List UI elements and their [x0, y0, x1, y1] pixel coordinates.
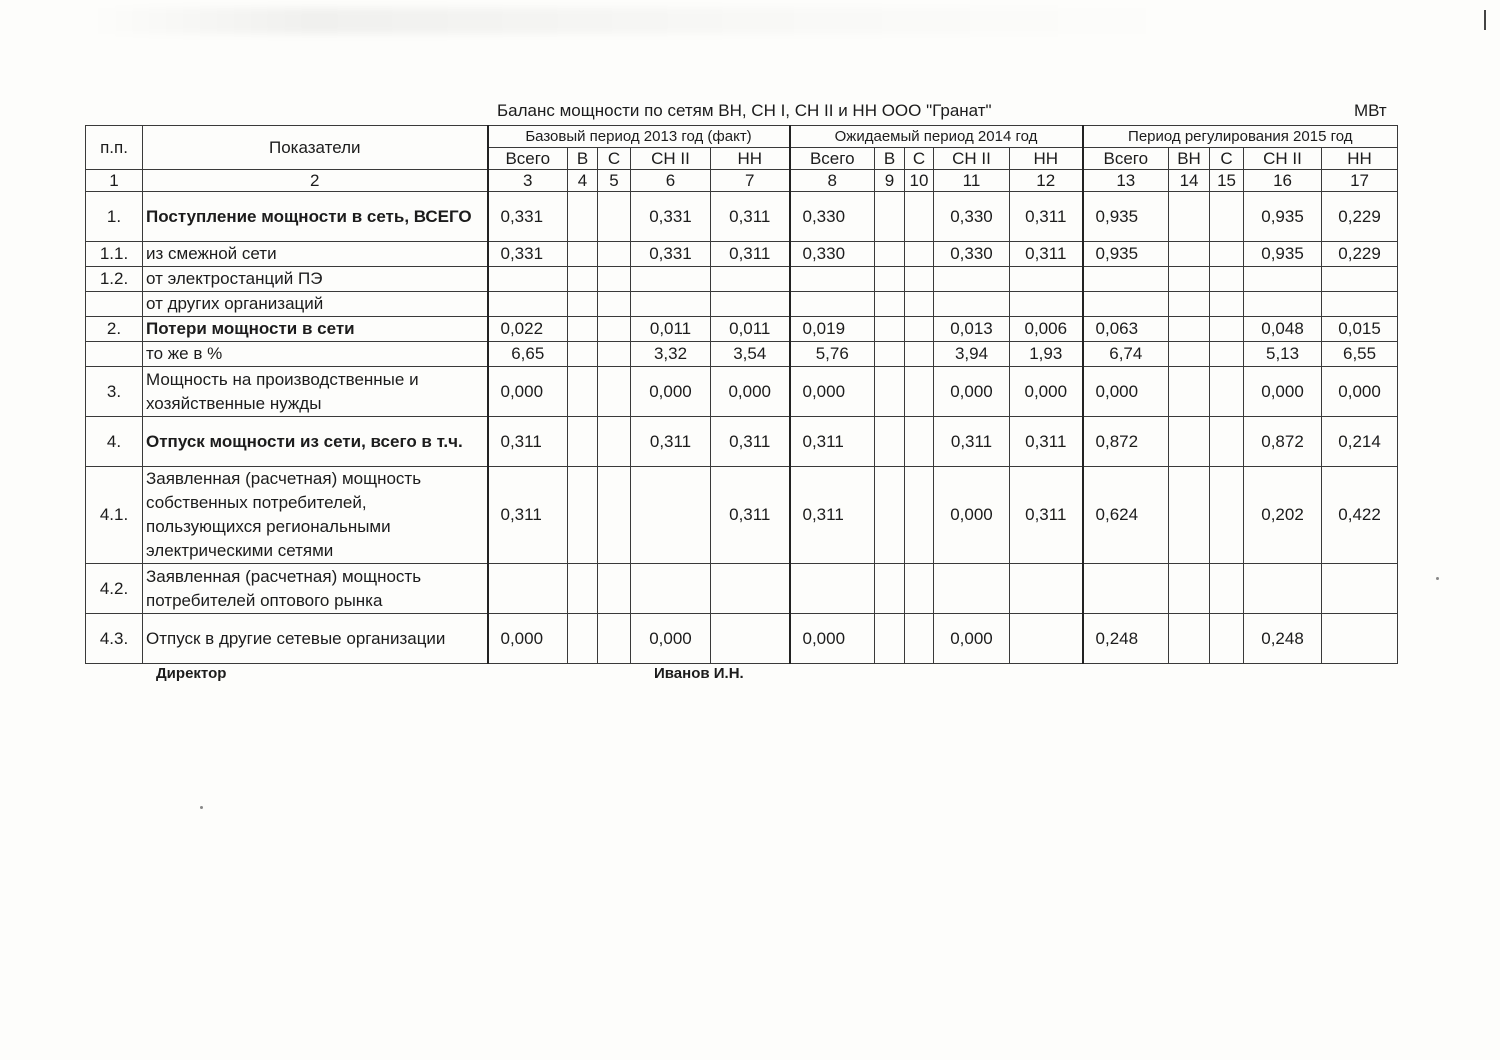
value-cell: 0,311	[790, 467, 875, 564]
column-number-cell: 6	[631, 170, 711, 192]
value-cell	[568, 342, 598, 367]
value-cell: 0,330	[934, 242, 1010, 267]
header-row-numbers	[86, 170, 1398, 192]
value-cell: 0,311	[790, 417, 875, 467]
column-number-cell: 8	[790, 170, 875, 192]
value-cell	[598, 292, 631, 317]
value-cell	[631, 267, 711, 292]
value-cell: 0,624	[1083, 467, 1169, 564]
value-cell	[875, 417, 905, 467]
value-cell	[905, 342, 934, 367]
value-cell: 0,330	[934, 192, 1010, 242]
subheader-cell: В	[875, 148, 905, 170]
value-cell	[905, 242, 934, 267]
row-label: Мощность на производственные и хозяйственные нужды	[143, 367, 488, 417]
value-cell	[934, 564, 1010, 614]
value-cell	[1210, 242, 1244, 267]
header-period-2015: Период регулирования 2015 год	[1083, 126, 1398, 148]
value-cell: 0,331	[488, 242, 568, 267]
value-cell	[1083, 564, 1169, 614]
value-cell: 0,311	[934, 417, 1010, 467]
value-cell	[790, 564, 875, 614]
row-number: 4.2.	[86, 564, 143, 614]
value-cell: 0,022	[488, 317, 568, 342]
table-row	[86, 367, 1398, 417]
value-cell: 1,93	[1010, 342, 1083, 367]
value-cell: 0,202	[1244, 467, 1322, 564]
value-cell	[598, 317, 631, 342]
value-cell	[1244, 267, 1322, 292]
value-cell	[1169, 192, 1210, 242]
value-cell	[905, 614, 934, 664]
column-number-cell: 11	[934, 170, 1010, 192]
column-number-cell: 1	[86, 170, 143, 192]
value-cell	[1169, 342, 1210, 367]
value-cell	[1210, 564, 1244, 614]
value-cell: 0,011	[631, 317, 711, 342]
value-cell	[905, 292, 934, 317]
table-row	[86, 342, 1398, 367]
header-period-2013: Базовый период 2013 год (факт)	[488, 126, 790, 148]
value-cell	[1169, 317, 1210, 342]
row-label: Поступление мощности в сеть, ВСЕГО	[143, 192, 488, 242]
value-cell: 3,54	[711, 342, 790, 367]
value-cell	[631, 467, 711, 564]
value-cell: 0,935	[1244, 192, 1322, 242]
value-cell	[790, 292, 875, 317]
value-cell: 0,000	[631, 367, 711, 417]
value-cell	[598, 342, 631, 367]
value-cell: 0,311	[711, 192, 790, 242]
value-cell	[875, 292, 905, 317]
value-cell	[598, 417, 631, 467]
value-cell	[875, 564, 905, 614]
value-cell: 5,76	[790, 342, 875, 367]
subheader-cell: НН	[711, 148, 790, 170]
value-cell	[1322, 292, 1398, 317]
subheader-cell: Всего	[1083, 148, 1169, 170]
value-cell	[875, 317, 905, 342]
row-number: 1.1.	[86, 242, 143, 267]
subheader-cell: В	[568, 148, 598, 170]
row-number: 4.3.	[86, 614, 143, 664]
table-row	[86, 192, 1398, 242]
value-cell	[905, 267, 934, 292]
column-number-cell: 13	[1083, 170, 1169, 192]
value-cell	[1169, 417, 1210, 467]
subheader-cell: ВН	[1169, 148, 1210, 170]
row-label: от других организаций	[143, 292, 488, 317]
value-cell: 0,872	[1083, 417, 1169, 467]
value-cell	[905, 317, 934, 342]
column-number-cell: 15	[1210, 170, 1244, 192]
value-cell: 0,935	[1083, 242, 1169, 267]
table-body	[86, 192, 1398, 664]
value-cell	[1010, 267, 1083, 292]
value-cell: 0,000	[790, 614, 875, 664]
value-cell: 0,000	[1010, 367, 1083, 417]
value-cell: 0,000	[1244, 367, 1322, 417]
value-cell: 0,000	[488, 614, 568, 664]
row-label: из смежной сети	[143, 242, 488, 267]
value-cell: 6,65	[488, 342, 568, 367]
scan-smudge	[90, 8, 1190, 34]
value-cell: 0,311	[711, 417, 790, 467]
value-cell	[875, 467, 905, 564]
subheader-cell: С	[905, 148, 934, 170]
value-cell	[1169, 564, 1210, 614]
unit-label: МВт	[1354, 101, 1387, 120]
value-cell: 5,13	[1244, 342, 1322, 367]
value-cell: 0,311	[488, 467, 568, 564]
scan-dot	[200, 806, 203, 809]
value-cell	[1210, 192, 1244, 242]
value-cell: 0,019	[790, 317, 875, 342]
column-number-cell: 12	[1010, 170, 1083, 192]
power-balance-table	[85, 125, 1398, 664]
value-cell: 0,000	[711, 367, 790, 417]
value-cell	[875, 267, 905, 292]
value-cell	[568, 564, 598, 614]
row-number: 4.1.	[86, 467, 143, 564]
value-cell	[934, 292, 1010, 317]
row-number: 1.	[86, 192, 143, 242]
value-cell	[568, 614, 598, 664]
column-number-cell: 7	[711, 170, 790, 192]
row-label: от электростанций ПЭ	[143, 267, 488, 292]
subheader-cell: СН II	[631, 148, 711, 170]
value-cell	[488, 564, 568, 614]
row-label: Отпуск в другие сетевые организации	[143, 614, 488, 664]
row-label: Заявленная (расчетная) мощность потребителей оптового рынка	[143, 564, 488, 614]
subheader-cell: СН II	[1244, 148, 1322, 170]
value-cell: 0,048	[1244, 317, 1322, 342]
value-cell	[905, 192, 934, 242]
value-cell	[631, 292, 711, 317]
row-number	[86, 342, 143, 367]
subheader-cell: НН	[1322, 148, 1398, 170]
value-cell	[568, 267, 598, 292]
row-number: 4.	[86, 417, 143, 467]
value-cell	[934, 267, 1010, 292]
value-cell	[1210, 267, 1244, 292]
value-cell: 0,000	[790, 367, 875, 417]
value-cell	[1210, 317, 1244, 342]
value-cell	[905, 367, 934, 417]
column-number-cell: 10	[905, 170, 934, 192]
value-cell	[598, 467, 631, 564]
value-cell	[905, 467, 934, 564]
column-number-cell: 16	[1244, 170, 1322, 192]
table-row	[86, 292, 1398, 317]
value-cell	[1244, 292, 1322, 317]
value-cell	[1169, 242, 1210, 267]
value-cell: 0,013	[934, 317, 1010, 342]
value-cell	[1169, 367, 1210, 417]
value-cell: 0,311	[1010, 242, 1083, 267]
value-cell: 0,311	[1010, 467, 1083, 564]
value-cell: 0,015	[1322, 317, 1398, 342]
value-cell: 0,229	[1322, 242, 1398, 267]
value-cell	[1169, 292, 1210, 317]
value-cell	[905, 564, 934, 614]
value-cell: 0,422	[1322, 467, 1398, 564]
table-row	[86, 267, 1398, 292]
value-cell: 0,311	[1010, 192, 1083, 242]
value-cell	[488, 267, 568, 292]
header-pp: п.п.	[86, 126, 143, 170]
value-cell: 6,74	[1083, 342, 1169, 367]
value-cell	[1083, 292, 1169, 317]
value-cell	[598, 564, 631, 614]
value-cell: 0,000	[1083, 367, 1169, 417]
value-cell	[1169, 467, 1210, 564]
value-cell	[1210, 292, 1244, 317]
value-cell	[1010, 292, 1083, 317]
value-cell: 0,331	[631, 242, 711, 267]
header-row-periods	[86, 126, 1398, 148]
value-cell	[905, 417, 934, 467]
column-number-cell: 17	[1322, 170, 1398, 192]
table-row	[86, 564, 1398, 614]
value-cell	[711, 292, 790, 317]
value-cell	[875, 342, 905, 367]
signature-name: Иванов И.Н.	[654, 665, 744, 682]
value-cell	[1244, 564, 1322, 614]
row-number	[86, 292, 143, 317]
scan-edge-mark	[1484, 10, 1486, 30]
table-row	[86, 614, 1398, 664]
value-cell	[790, 267, 875, 292]
value-cell	[568, 467, 598, 564]
value-cell	[1210, 417, 1244, 467]
column-number-cell: 5	[598, 170, 631, 192]
row-number: 2.	[86, 317, 143, 342]
column-number-cell: 14	[1169, 170, 1210, 192]
value-cell: 0,000	[631, 614, 711, 664]
column-number-cell: 4	[568, 170, 598, 192]
value-cell	[711, 267, 790, 292]
value-cell	[1010, 564, 1083, 614]
row-label: Отпуск мощности из сети, всего в т.ч.	[143, 417, 488, 467]
value-cell	[568, 242, 598, 267]
value-cell: 3,32	[631, 342, 711, 367]
value-cell: 0,000	[934, 467, 1010, 564]
value-cell: 0,248	[1244, 614, 1322, 664]
value-cell	[568, 417, 598, 467]
value-cell: 0,331	[631, 192, 711, 242]
row-label: то же в %	[143, 342, 488, 367]
subheader-cell: С	[598, 148, 631, 170]
value-cell	[1210, 467, 1244, 564]
subheader-cell: Всего	[790, 148, 875, 170]
value-cell	[1210, 614, 1244, 664]
value-cell	[1083, 267, 1169, 292]
value-cell	[631, 564, 711, 614]
value-cell: 3,94	[934, 342, 1010, 367]
value-cell: 0,311	[488, 417, 568, 467]
column-number-cell: 9	[875, 170, 905, 192]
value-cell	[598, 267, 631, 292]
document-title: Баланс мощности по сетям ВН, СН I, СН II и НН ООО "Гранат"	[497, 101, 992, 120]
value-cell	[1169, 267, 1210, 292]
row-number: 1.2.	[86, 267, 143, 292]
table-row	[86, 242, 1398, 267]
value-cell: 0,330	[790, 242, 875, 267]
value-cell	[711, 614, 790, 664]
scan-dot	[1436, 577, 1439, 580]
value-cell: 0,000	[1322, 367, 1398, 417]
subheader-cell: СН II	[934, 148, 1010, 170]
value-cell	[711, 564, 790, 614]
value-cell	[488, 292, 568, 317]
value-cell	[875, 614, 905, 664]
value-cell	[1010, 614, 1083, 664]
subheader-cell: С	[1210, 148, 1244, 170]
value-cell: 0,311	[711, 467, 790, 564]
value-cell: 0,229	[1322, 192, 1398, 242]
subheader-cell: НН	[1010, 148, 1083, 170]
value-cell	[1322, 564, 1398, 614]
row-label: Потери мощности в сети	[143, 317, 488, 342]
value-cell: 0,311	[711, 242, 790, 267]
value-cell: 0,000	[488, 367, 568, 417]
value-cell	[568, 317, 598, 342]
value-cell	[875, 367, 905, 417]
value-cell: 6,55	[1322, 342, 1398, 367]
column-number-cell: 3	[488, 170, 568, 192]
row-label: Заявленная (расчетная) мощность собственных потребителей, пользующихся региональными электрическими сетями	[143, 467, 488, 564]
value-cell: 0,011	[711, 317, 790, 342]
value-cell	[568, 292, 598, 317]
value-cell	[598, 192, 631, 242]
value-cell	[568, 367, 598, 417]
header-indicators: Показатели	[143, 126, 488, 170]
value-cell	[1322, 267, 1398, 292]
row-number: 3.	[86, 367, 143, 417]
value-cell: 0,311	[631, 417, 711, 467]
value-cell: 0,935	[1244, 242, 1322, 267]
value-cell: 0,248	[1083, 614, 1169, 664]
column-number-cell: 2	[143, 170, 488, 192]
value-cell	[1210, 367, 1244, 417]
value-cell	[875, 192, 905, 242]
value-cell	[1210, 342, 1244, 367]
value-cell: 0,214	[1322, 417, 1398, 467]
value-cell	[875, 242, 905, 267]
subheader-cell: Всего	[488, 148, 568, 170]
value-cell	[598, 367, 631, 417]
value-cell	[1169, 614, 1210, 664]
table-row	[86, 467, 1398, 564]
value-cell	[598, 242, 631, 267]
value-cell: 0,872	[1244, 417, 1322, 467]
value-cell: 0,935	[1083, 192, 1169, 242]
header-period-2014: Ожидаемый период 2014 год	[790, 126, 1083, 148]
value-cell: 0,063	[1083, 317, 1169, 342]
value-cell: 0,000	[934, 614, 1010, 664]
value-cell: 0,006	[1010, 317, 1083, 342]
value-cell	[568, 192, 598, 242]
value-cell: 0,331	[488, 192, 568, 242]
table-row	[86, 417, 1398, 467]
value-cell	[1322, 614, 1398, 664]
value-cell: 0,330	[790, 192, 875, 242]
value-cell: 0,311	[1010, 417, 1083, 467]
value-cell	[598, 614, 631, 664]
signature-position: Директор	[156, 665, 227, 682]
value-cell: 0,000	[934, 367, 1010, 417]
table-row	[86, 317, 1398, 342]
